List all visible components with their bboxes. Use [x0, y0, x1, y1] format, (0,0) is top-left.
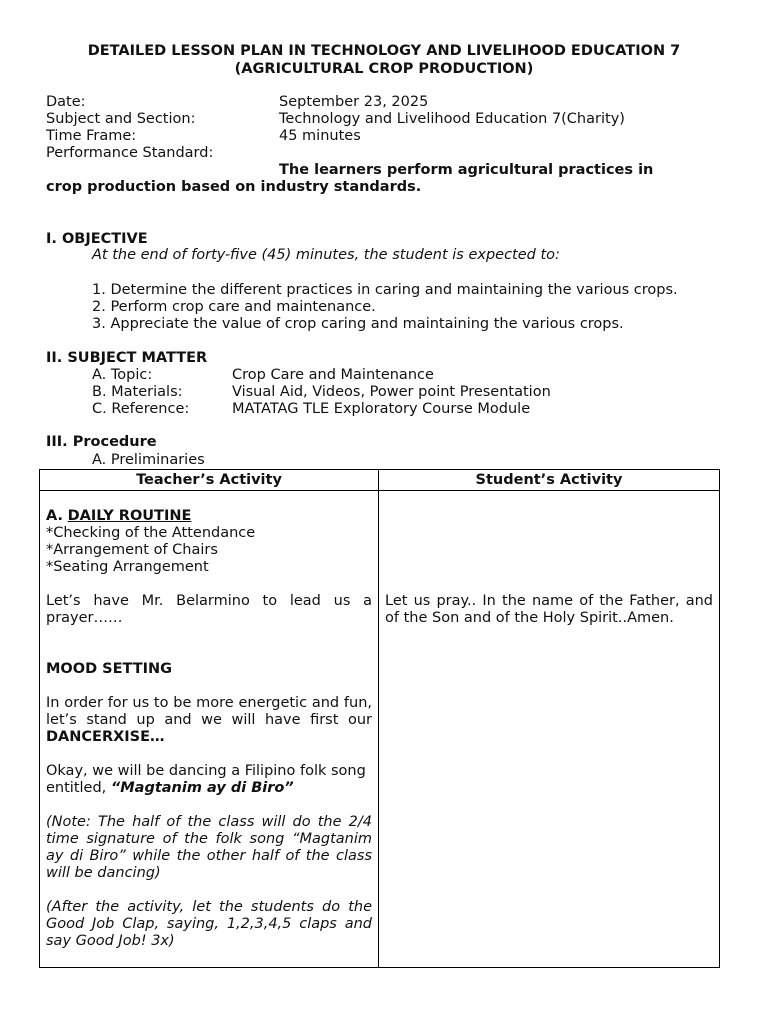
reference-row [92, 401, 551, 418]
subject-value: Technology and Livelihood Education 7(Charity) [279, 111, 625, 127]
document-title-line-1: DETAILED LESSON PLAN IN TECHNOLOGY AND LIVELIHOOD EDUCATION 7 [87, 43, 681, 59]
teacher-activity-cell [40, 491, 379, 968]
student-activity-cell [379, 491, 720, 968]
materials-label: B. Materials: [92, 384, 183, 400]
objective-heading: I. OBJECTIVE [46, 231, 148, 247]
routine-item: *Arrangement of Chairs [46, 542, 218, 558]
reference-label: C. Reference: [92, 401, 190, 417]
dance-instruction-body: Okay, we will be dancing a Filipino folk song entitled, [46, 763, 366, 796]
daily-routine-title: DAILY ROUTINE [67, 508, 192, 524]
daily-routine-prefix: A. [46, 508, 63, 524]
objective-list [92, 282, 678, 333]
objective-item: 2. Perform crop care and maintenance. [92, 299, 376, 315]
student-prayer-response: Let us pray.. In the name of the Father, and of the Son and of the Holy Spirit..Amen. [385, 593, 713, 626]
topic-value: Crop Care and Maintenance [232, 367, 434, 383]
time-frame-label: Time Frame: [46, 128, 137, 144]
date-value: September 23, 2025 [279, 94, 429, 110]
performance-standard-label: Performance Standard: [46, 145, 214, 161]
subject-label: Subject and Section: [46, 111, 196, 127]
document-title-line-2: (AGRICULTURAL CROP PRODUCTION) [234, 61, 534, 77]
performance-standard-line-1: The learners perform agricultural practices in [279, 162, 654, 178]
date-row [46, 94, 625, 111]
activity-table [39, 469, 720, 968]
prayer-instruction: Let’s have Mr. Belarmino to lead us a prayer…… [46, 593, 372, 626]
objective-item: 3. Appreciate the value of crop caring and maintaining the various crops. [92, 316, 624, 332]
mood-setting-body: In order for us to be more energetic and fun, let’s stand up and we will have first our [46, 695, 372, 728]
time-frame-row [46, 128, 625, 145]
dance-instruction [46, 763, 372, 797]
date-label: Date: [46, 94, 86, 110]
performance-standard-text [46, 162, 706, 196]
mood-setting-text [46, 695, 372, 746]
preliminaries-label: A. Preliminaries [92, 452, 205, 468]
lesson-info [46, 94, 625, 162]
table-header-row [40, 470, 720, 491]
routine-item: *Checking of the Attendance [46, 525, 256, 541]
teacher-activity-header: Teacher’s Activity [40, 470, 379, 491]
subject-matter-heading: II. SUBJECT MATTER [46, 350, 208, 366]
student-activity-header: Student’s Activity [379, 470, 720, 491]
mood-setting-heading: MOOD SETTING [46, 661, 173, 677]
materials-row [92, 384, 551, 401]
procedure-heading: III. Procedure [46, 434, 157, 450]
song-title: “Magtanim ay di Biro” [110, 780, 294, 796]
topic-label: A. Topic: [92, 367, 153, 383]
topic-row [92, 367, 551, 384]
performance-standard-line-2: crop production based on industry standards. [46, 179, 422, 195]
objective-item: 1. Determine the different practices in caring and maintaining the various crops. [92, 282, 678, 298]
table-row [40, 491, 720, 968]
routine-item: *Seating Arrangement [46, 559, 209, 575]
subject-matter-list [92, 367, 551, 418]
materials-value: Visual Aid, Videos, Power point Presentation [232, 384, 551, 400]
dancerxise-label: DANCERXISE… [46, 729, 165, 745]
after-activity-note: (After the activity, let the students do the Good Job Clap, saying, 1,2,3,4,5 claps and say Good Job! 3x) [46, 899, 372, 949]
objective-intro: At the end of forty-five (45) minutes, the student is expected to: [92, 247, 560, 263]
performance-standard-row [46, 145, 625, 162]
reference-value: MATATAG TLE Exploratory Course Module [232, 401, 531, 417]
subject-row [46, 111, 625, 128]
time-frame-value: 45 minutes [279, 128, 361, 144]
activity-note: (Note: The half of the class will do the 2/4 time signature of the folk song “Magtanim ay di Biro” while the other half of the class will be dancing) [46, 814, 372, 881]
daily-routine-heading [46, 508, 372, 525]
